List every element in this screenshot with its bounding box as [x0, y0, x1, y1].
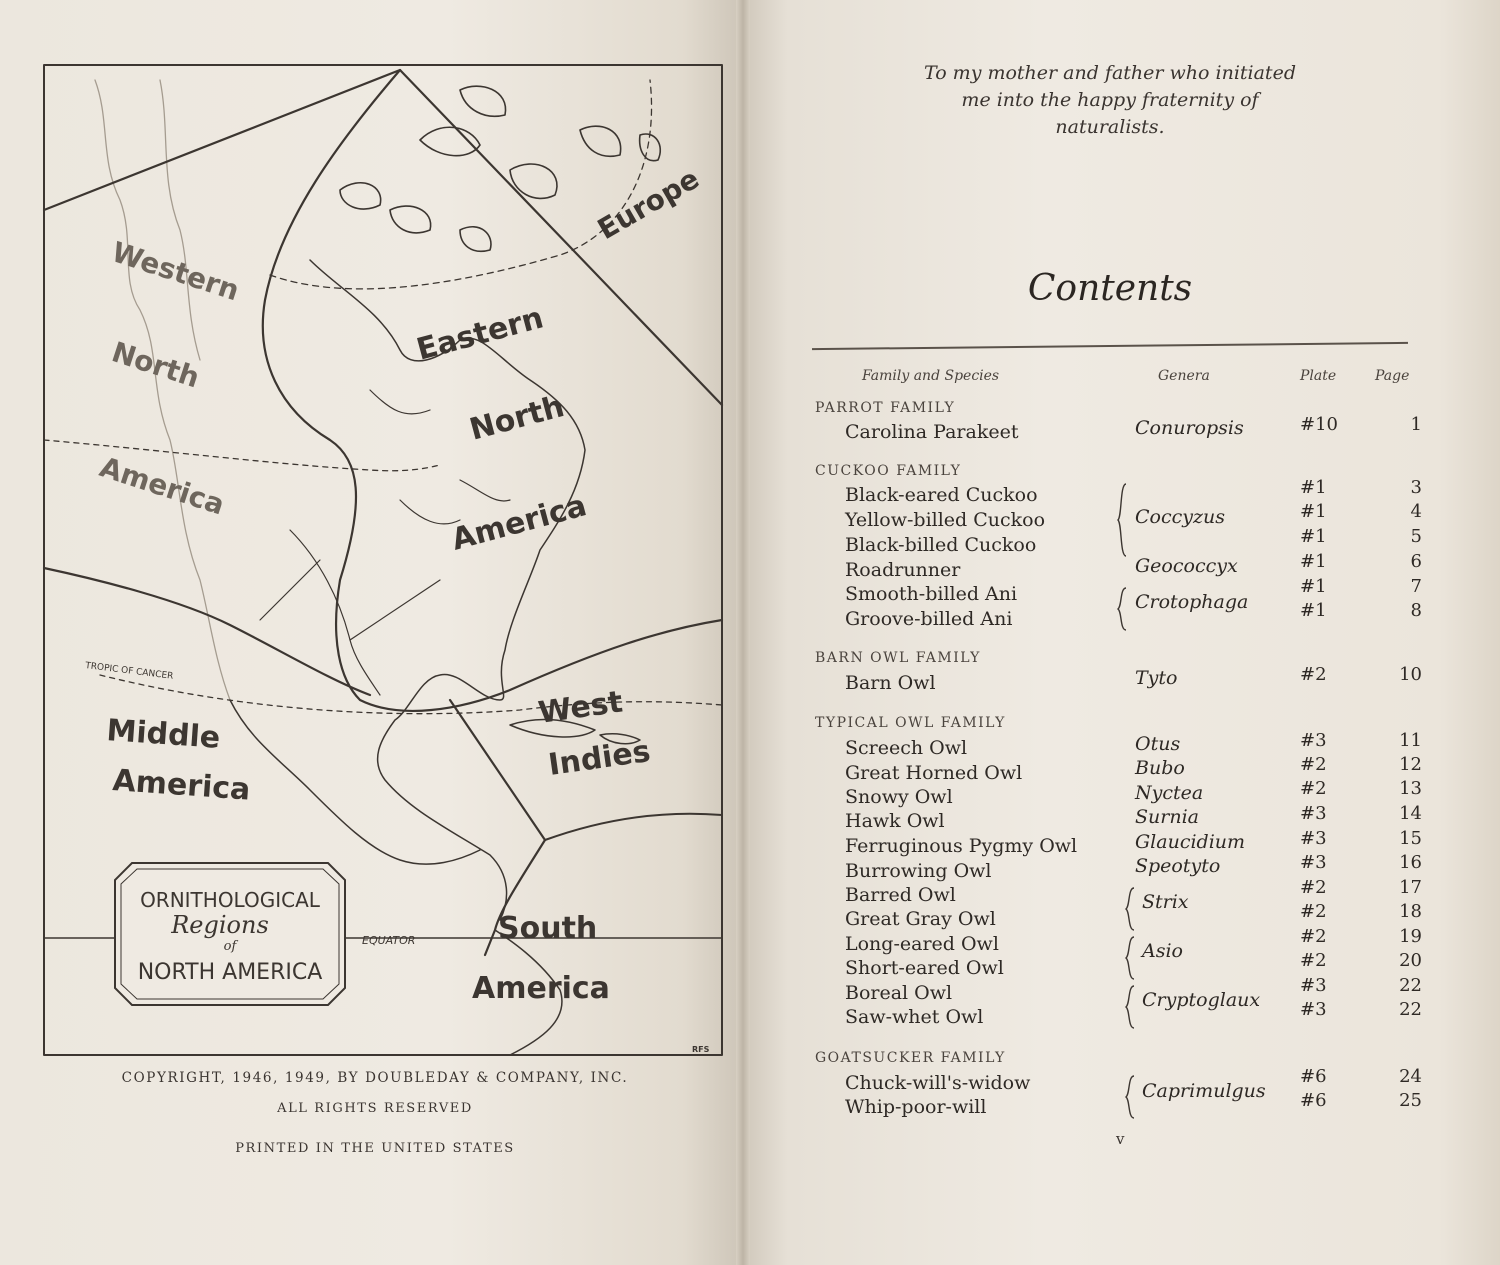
- genus-name: Caprimulgus: [1142, 1080, 1266, 1102]
- plate-number: #6: [1300, 1090, 1327, 1111]
- plate-number: #2: [1300, 901, 1327, 922]
- map-label-north-western: North: [107, 335, 204, 395]
- species-name: Whip-poor-will: [845, 1096, 987, 1118]
- species-name: Burrowing Owl: [845, 860, 992, 882]
- rights-line: ALL RIGHTS RESERVED: [277, 1101, 473, 1116]
- plate-number: #3: [1300, 852, 1327, 873]
- plate-number: #1: [1300, 576, 1327, 597]
- header-page: Page: [1375, 368, 1410, 384]
- brace-cryptoglaux: [1125, 984, 1135, 1030]
- species-name: Boreal Owl: [845, 982, 953, 1004]
- map-label-indies: Indies: [546, 733, 653, 783]
- plate-number: #1: [1300, 501, 1327, 522]
- genus-name: Conuropsis: [1135, 417, 1244, 439]
- genus-name: Nyctea: [1135, 782, 1204, 804]
- header-family-species: Family and Species: [862, 368, 1000, 384]
- page-number: 7: [1410, 576, 1422, 597]
- page-number: 8: [1410, 600, 1422, 621]
- genus-name: Coccyzus: [1135, 506, 1225, 528]
- map-label-south: South: [498, 911, 598, 946]
- species-name: Saw-whet Owl: [845, 1006, 984, 1028]
- page-number: 10: [1399, 664, 1422, 685]
- page-number: 13: [1399, 778, 1422, 799]
- family-heading: CUCKOO FAMILY: [815, 463, 962, 479]
- genus-name: Asio: [1142, 940, 1183, 962]
- plate-number: #3: [1300, 803, 1327, 824]
- genus-name: Strix: [1142, 891, 1189, 913]
- species-name: Groove-billed Ani: [845, 608, 1013, 630]
- plate-number: #6: [1300, 1066, 1327, 1087]
- plate-number: #2: [1300, 778, 1327, 799]
- species-name: Long-eared Owl: [845, 933, 999, 955]
- family-heading: TYPICAL OWL FAMILY: [815, 715, 1006, 731]
- genus-name: Speotyto: [1135, 855, 1221, 877]
- page-number: 16: [1399, 852, 1422, 873]
- page-number: 17: [1399, 877, 1422, 898]
- page-number: 22: [1399, 999, 1422, 1020]
- family-heading: PARROT FAMILY: [815, 400, 956, 416]
- dedication: [860, 60, 1360, 141]
- brace-crotophaga: [1117, 586, 1127, 632]
- map-artist-initials: RFS: [692, 1045, 710, 1054]
- species-name: Carolina Parakeet: [845, 421, 1019, 443]
- genus-name: Surnia: [1135, 806, 1199, 828]
- species-name: Ferruginous Pygmy Owl: [845, 835, 1078, 857]
- dedication-line-1: To my mother and father who initiated: [924, 62, 1296, 84]
- genus-name: Cryptoglaux: [1142, 989, 1261, 1011]
- species-name: Black-billed Cuckoo: [845, 534, 1037, 556]
- dedication-line-3: naturalists.: [1055, 116, 1165, 138]
- plate-number: #1: [1300, 551, 1327, 572]
- book-gutter: [736, 0, 750, 1265]
- contents-title: Contents: [1027, 268, 1193, 309]
- species-name: Chuck-will's-widow: [845, 1072, 1031, 1094]
- species-name: Hawk Owl: [845, 810, 945, 832]
- page-folio: v: [1116, 1130, 1125, 1148]
- plate-number: #2: [1300, 754, 1327, 775]
- species-name: Yellow-billed Cuckoo: [845, 509, 1046, 531]
- page-number: 18: [1399, 901, 1422, 922]
- page-number: 5: [1410, 526, 1422, 547]
- page-number: 12: [1399, 754, 1422, 775]
- header-plate: Plate: [1300, 368, 1337, 384]
- plate-number: #1: [1300, 526, 1327, 547]
- page-number: 1: [1410, 414, 1422, 435]
- plate-number: #2: [1300, 877, 1327, 898]
- page-number: 20: [1399, 950, 1422, 971]
- page-number: 11: [1399, 730, 1422, 751]
- family-heading: BARN OWL FAMILY: [815, 650, 981, 666]
- page-number: 3: [1410, 477, 1422, 498]
- printed-line: PRINTED IN THE UNITED STATES: [235, 1141, 515, 1156]
- genus-name: Geococcyx: [1135, 555, 1238, 577]
- dedication-line-2: me into the happy fraternity of: [961, 89, 1259, 111]
- page-number: 4: [1410, 501, 1422, 522]
- map-title-box: [115, 863, 345, 1005]
- page-number: 22: [1399, 975, 1422, 996]
- page-number: 25: [1399, 1090, 1422, 1111]
- map-label-america-eastern: America: [448, 488, 591, 558]
- plate-number: #2: [1300, 664, 1327, 685]
- species-name: Screech Owl: [845, 737, 968, 759]
- page-number: 6: [1410, 551, 1422, 572]
- map-label-middle: Middle: [105, 713, 222, 756]
- page-number: 19: [1399, 926, 1422, 947]
- page-number: 24: [1399, 1066, 1422, 1087]
- family-heading: GOATSUCKER FAMILY: [815, 1050, 1006, 1066]
- brace-strix: [1125, 886, 1135, 932]
- map-label-america-western: America: [95, 450, 229, 522]
- map-label-america-south: America: [472, 971, 610, 1006]
- plate-number: #2: [1300, 926, 1327, 947]
- genus-name: Crotophaga: [1135, 591, 1249, 613]
- plate-number: #3: [1300, 828, 1327, 849]
- species-name: Smooth-billed Ani: [845, 583, 1018, 605]
- map-label-tropic-of-cancer: TROPIC OF CANCER: [84, 661, 174, 682]
- species-name: Roadrunner: [845, 559, 961, 581]
- genus-name: Bubo: [1135, 757, 1185, 779]
- species-name: Short-eared Owl: [845, 957, 1004, 979]
- copyright-line: COPYRIGHT, 1946, 1949, BY DOUBLEDAY & COMPANY, INC.: [121, 1070, 629, 1086]
- species-name: Snowy Owl: [845, 786, 953, 808]
- plate-number: #1: [1300, 477, 1327, 498]
- brace-coccyzus: [1117, 482, 1127, 558]
- brace-caprimulgus: [1125, 1074, 1135, 1120]
- map-title-line3: of: [223, 939, 237, 954]
- map-title-line4: NORTH AMERICA: [137, 960, 323, 985]
- genus-name: Glaucidium: [1135, 831, 1246, 853]
- map-label-north-eastern: North: [466, 389, 569, 448]
- page-number: 15: [1399, 828, 1422, 849]
- plate-number: #2: [1300, 950, 1327, 971]
- plate-number: #3: [1300, 975, 1327, 996]
- species-name: Barred Owl: [845, 884, 956, 906]
- species-name: Black-eared Cuckoo: [845, 484, 1038, 506]
- map-label-america-middle: America: [111, 763, 252, 808]
- species-name: Barn Owl: [845, 672, 936, 694]
- plate-number: #3: [1300, 730, 1327, 751]
- map-label-equator: EQUATOR: [362, 934, 416, 947]
- map-title-line2: Regions: [171, 911, 269, 939]
- map-label-europe: Europe: [592, 161, 705, 247]
- species-name: Great Horned Owl: [845, 762, 1023, 784]
- brace-asio: [1125, 935, 1135, 981]
- map-label-eastern: Eastern: [413, 300, 548, 368]
- species-name: Great Gray Owl: [845, 908, 996, 930]
- map-title-line1: ORNITHOLOGICAL: [140, 888, 320, 912]
- map-label-western: Western: [107, 235, 244, 308]
- plate-number: #10: [1300, 414, 1338, 435]
- plate-number: #3: [1300, 999, 1327, 1020]
- header-genera: Genera: [1158, 368, 1210, 384]
- genus-name: Otus: [1135, 733, 1181, 755]
- page-number: 14: [1399, 803, 1422, 824]
- map-label-west: West: [536, 684, 625, 731]
- plate-number: #1: [1300, 600, 1327, 621]
- ornithological-regions-map: [40, 60, 726, 1060]
- genus-name: Tyto: [1135, 667, 1178, 689]
